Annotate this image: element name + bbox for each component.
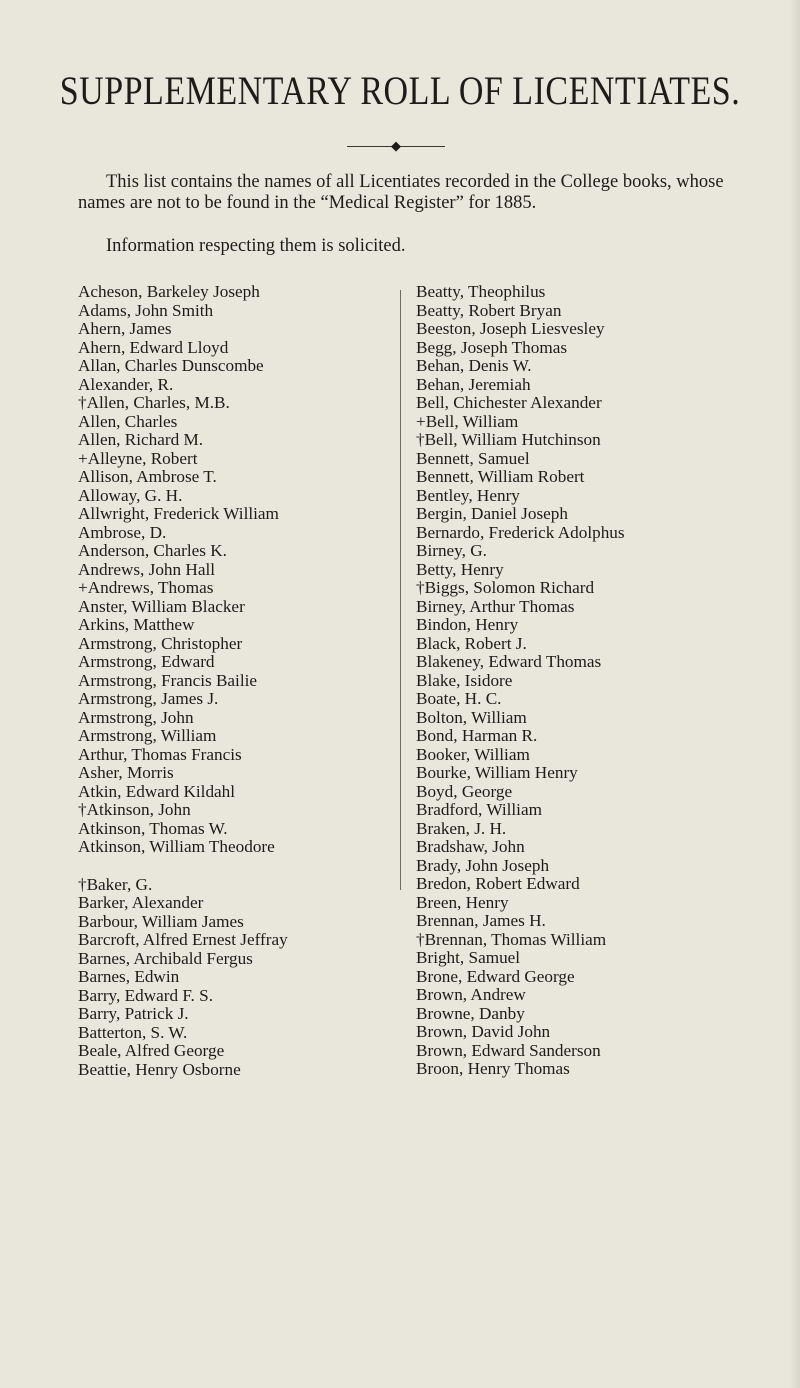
name-entry: †Brennan, Thomas William [416,929,607,949]
name-entry: †Baker, G. [78,874,153,894]
name-entry: Armstrong, James J. [78,689,219,708]
name-entry: Beeston, Joseph Liesvesley [416,319,605,338]
name-entry: Bourke, William Henry [416,763,578,782]
name-entry: Bradford, William [416,800,542,819]
name-entry: Braken, J. H. [416,818,507,838]
name-entry: Behan, Denis W. [416,356,532,375]
intro-paragraph: This list contains the names of all Licentiates recorded in the College books, whose names are not to be found in the “Medical Register” for 1885. [78,172,724,213]
name-entry: Bindon, Henry [416,615,519,634]
name-entry: Bright, Samuel [416,948,521,967]
name-entry: Breen, Henry [416,892,509,912]
name-entry: †Atkinson, John [78,800,191,819]
name-entry: Arthur, Thomas Francis [78,744,242,764]
name-entry: Armstrong, Christopher [78,633,243,653]
name-entry: Ambrose, D. [78,522,167,542]
name-entry: Brown, Andrew [416,985,526,1004]
name-entry: Arkins, Matthew [78,615,195,634]
name-entry: Bernardo, Frederick Adolphus [416,522,625,542]
name-entry: +Alleyne, Robert [78,448,198,468]
name-entry: +Bell, William [416,411,519,431]
name-entry: Atkinson, Thomas W. [78,818,228,838]
name-entry: Betty, Henry [416,559,504,579]
name-entry: Bond, Harman R. [416,726,538,745]
name-entry: †Allen, Charles, M.B. [78,393,230,412]
name-entry: Armstrong, Francis Bailie [78,670,258,690]
name-entry: Atkinson, William Theodore [78,837,275,856]
name-entry: Beatty, Theophilus [416,282,546,301]
name-entry: Acheson, Barkeley Joseph [78,282,260,301]
name-entry: Atkin, Edward Kildahl [78,781,236,801]
name-entry: Barry, Patrick J. [78,1004,189,1023]
name-entry: Brown, Edward Sanderson [416,1040,601,1060]
name-entry: Barbour, William James [78,911,244,931]
name-entry: Behan, Jeremiah [416,374,531,394]
name-entry: Asher, Morris [78,763,174,782]
name-entry: Blakeney, Edward Thomas [416,652,602,671]
names-column-left [78,283,398,1079]
name-entry: Allwright, Frederick William [78,504,279,523]
page-title: SUPPLEMENTARY ROLL OF LICENTIATES. [59,70,741,114]
name-entry: Allen, Charles [78,411,178,431]
name-entry: Bredon, Robert Edward [416,874,580,893]
name-entry: Broon, Henry Thomas [416,1059,570,1078]
info-request-paragraph: Information respecting them is solicited. [106,236,406,256]
page-edge-shadow [790,0,800,1388]
name-entry: Beale, Alfred George [78,1041,225,1060]
name-entry: Brown, David John [416,1022,551,1041]
name-entry: Armstrong, William [78,726,217,745]
name-entry: †Bell, William Hutchinson [416,430,601,449]
name-entry: Bolton, William [416,707,527,727]
name-entry: Bell, Chichester Alexander [416,393,602,412]
name-entry: Brone, Edward George [416,966,575,986]
name-entry: Ahern, James [78,319,172,338]
name-entry: Begg, Joseph Thomas [416,337,568,357]
name-entry: Black, Robert J. [416,633,527,653]
name-entry: Bradshaw, John [416,837,525,856]
name-entry: Bennett, Samuel [416,448,530,468]
name-entry: Barry, Edward F. S. [78,985,213,1005]
name-entry: Allen, Richard M. [78,430,204,449]
name-entry: Allison, Ambrose T. [78,467,217,486]
name-entry: Bergin, Daniel Joseph [416,504,568,523]
name-entry: Blake, Isidore [416,670,513,690]
name-entry: Anderson, Charles K. [78,541,227,560]
name-entry: Barker, Alexander [78,893,204,912]
name-entry: Bentley, Henry [416,485,520,505]
name-entry: +Andrews, Thomas [78,578,214,597]
names-column-right [416,283,756,1079]
name-entry: Browne, Danby [416,1003,525,1023]
name-entry: Ahern, Edward Lloyd [78,337,229,357]
name-entry: Boate, H. C. [416,689,502,708]
column-divider [400,290,401,890]
name-entry: Batterton, S. W. [78,1022,188,1042]
name-entry: Bennett, William Robert [416,467,585,486]
name-entry: Beatty, Robert Bryan [416,300,562,320]
name-entry: Alexander, R. [78,374,174,394]
name-entry: Barcroft, Alfred Ernest Jeffray [78,930,288,949]
name-entry: Anster, William Blacker [78,596,245,616]
diamond-ornament-icon: ◆ [391,138,401,153]
name-entry: Adams, John Smith [78,300,214,320]
name-entry: Birney, Arthur Thomas [416,596,575,616]
name-entry: Andrews, John Hall [78,559,216,579]
name-entry: Armstrong, John [78,707,194,727]
name-entry: Barnes, Archibald Fergus [78,948,253,968]
name-entry: Beattie, Henry Osborne [78,1059,241,1079]
name-entry: Barnes, Edwin [78,967,180,986]
name-entry: Armstrong, Edward [78,652,215,671]
name-entry: Boyd, George [416,781,513,801]
name-entry: Birney, G. [416,541,487,560]
name-entry: Alloway, G. H. [78,485,183,505]
name-entry: Brady, John Joseph [416,855,550,875]
name-entry: †Biggs, Solomon Richard [416,578,595,597]
name-entry: Booker, William [416,744,530,764]
name-entry: Allan, Charles Dunscombe [78,356,264,375]
name-entry: Brennan, James H. [416,911,546,930]
